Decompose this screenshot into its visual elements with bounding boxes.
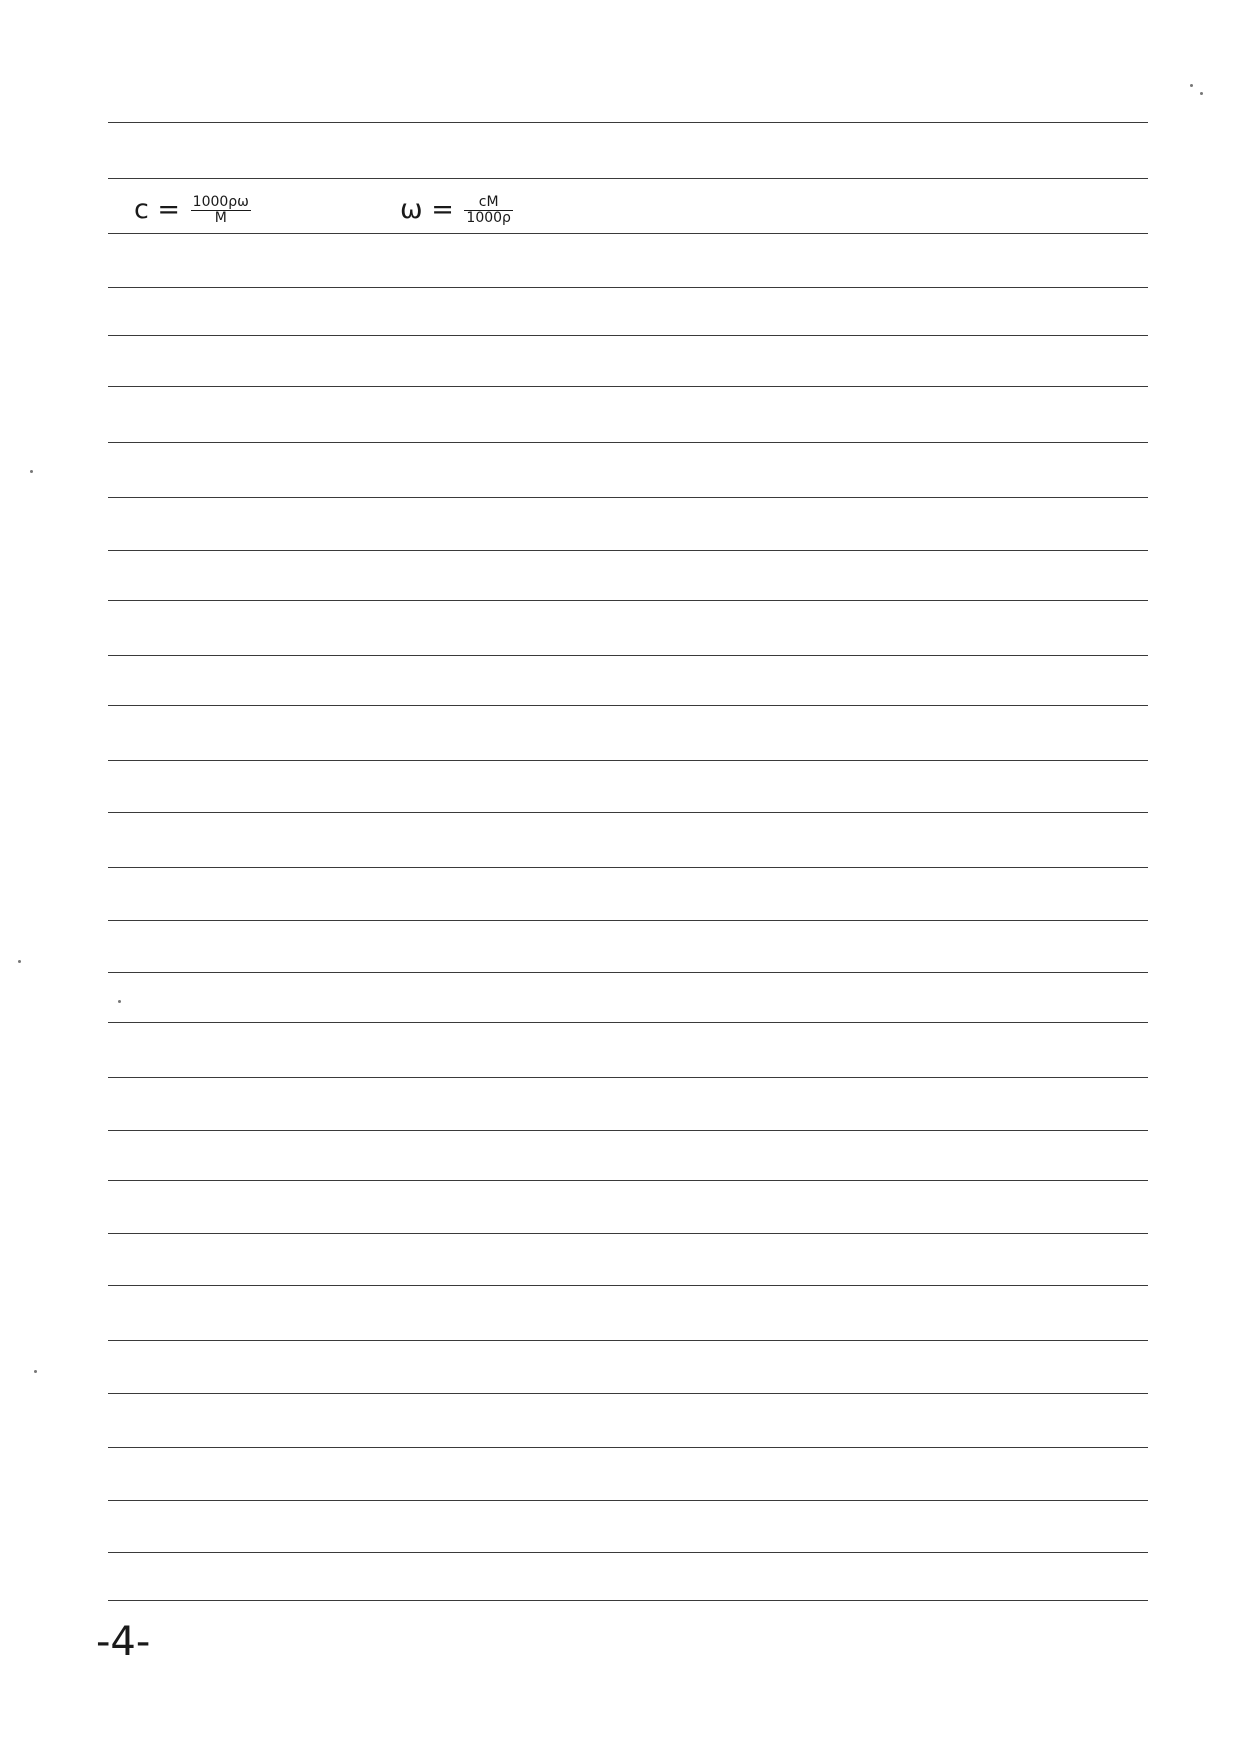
ruled-line [108,760,1148,761]
ruled-line [108,550,1148,551]
ruled-line [108,1130,1148,1131]
ruled-line [108,335,1148,336]
ruled-line [108,1600,1148,1601]
ruled-line [108,1022,1148,1023]
ruled-line [108,1233,1148,1234]
w-formula-denominator: 1000ρ [466,210,511,226]
ruled-line [108,600,1148,601]
ruled-line [108,972,1148,973]
ruled-line [108,1552,1148,1553]
ruled-line [108,287,1148,288]
w-formula-fraction [464,195,513,226]
ruled-line [108,442,1148,443]
ruled-line [108,1285,1148,1286]
ruled-line [108,1393,1148,1394]
ruled-line [108,122,1148,123]
ruled-line [108,233,1148,234]
ruled-line [108,1340,1148,1341]
ruled-line [108,655,1148,656]
ruled-line [108,920,1148,921]
ruled-line [108,386,1148,387]
ruled-line [108,497,1148,498]
c-formula-denominator: M [214,210,227,226]
c-formula [134,190,253,230]
scan-speck [1200,92,1203,95]
w-formula-numerator: cM [464,195,513,211]
scan-speck [18,960,21,963]
c-formula-numerator: 1000ρω [192,194,249,210]
w-formula-lhs: ω = [400,194,454,225]
ruled-line [108,1500,1148,1501]
concentration-formula-line [108,190,1148,230]
w-formula [400,190,515,230]
ruled-line [108,812,1148,813]
ruled-line [108,867,1148,868]
ruled-line [108,1447,1148,1448]
ruled-line [108,178,1148,179]
page-number: -4- [96,1619,151,1665]
scan-speck [30,470,33,473]
ruled-line [108,1180,1148,1181]
scan-speck [34,1370,37,1373]
c-formula-lhs: c = [134,194,181,225]
scan-speck [1190,84,1193,87]
c-formula-fraction [191,195,251,226]
ruled-line [108,1077,1148,1078]
ruled-line [108,705,1148,706]
scan-speck [118,1000,121,1003]
